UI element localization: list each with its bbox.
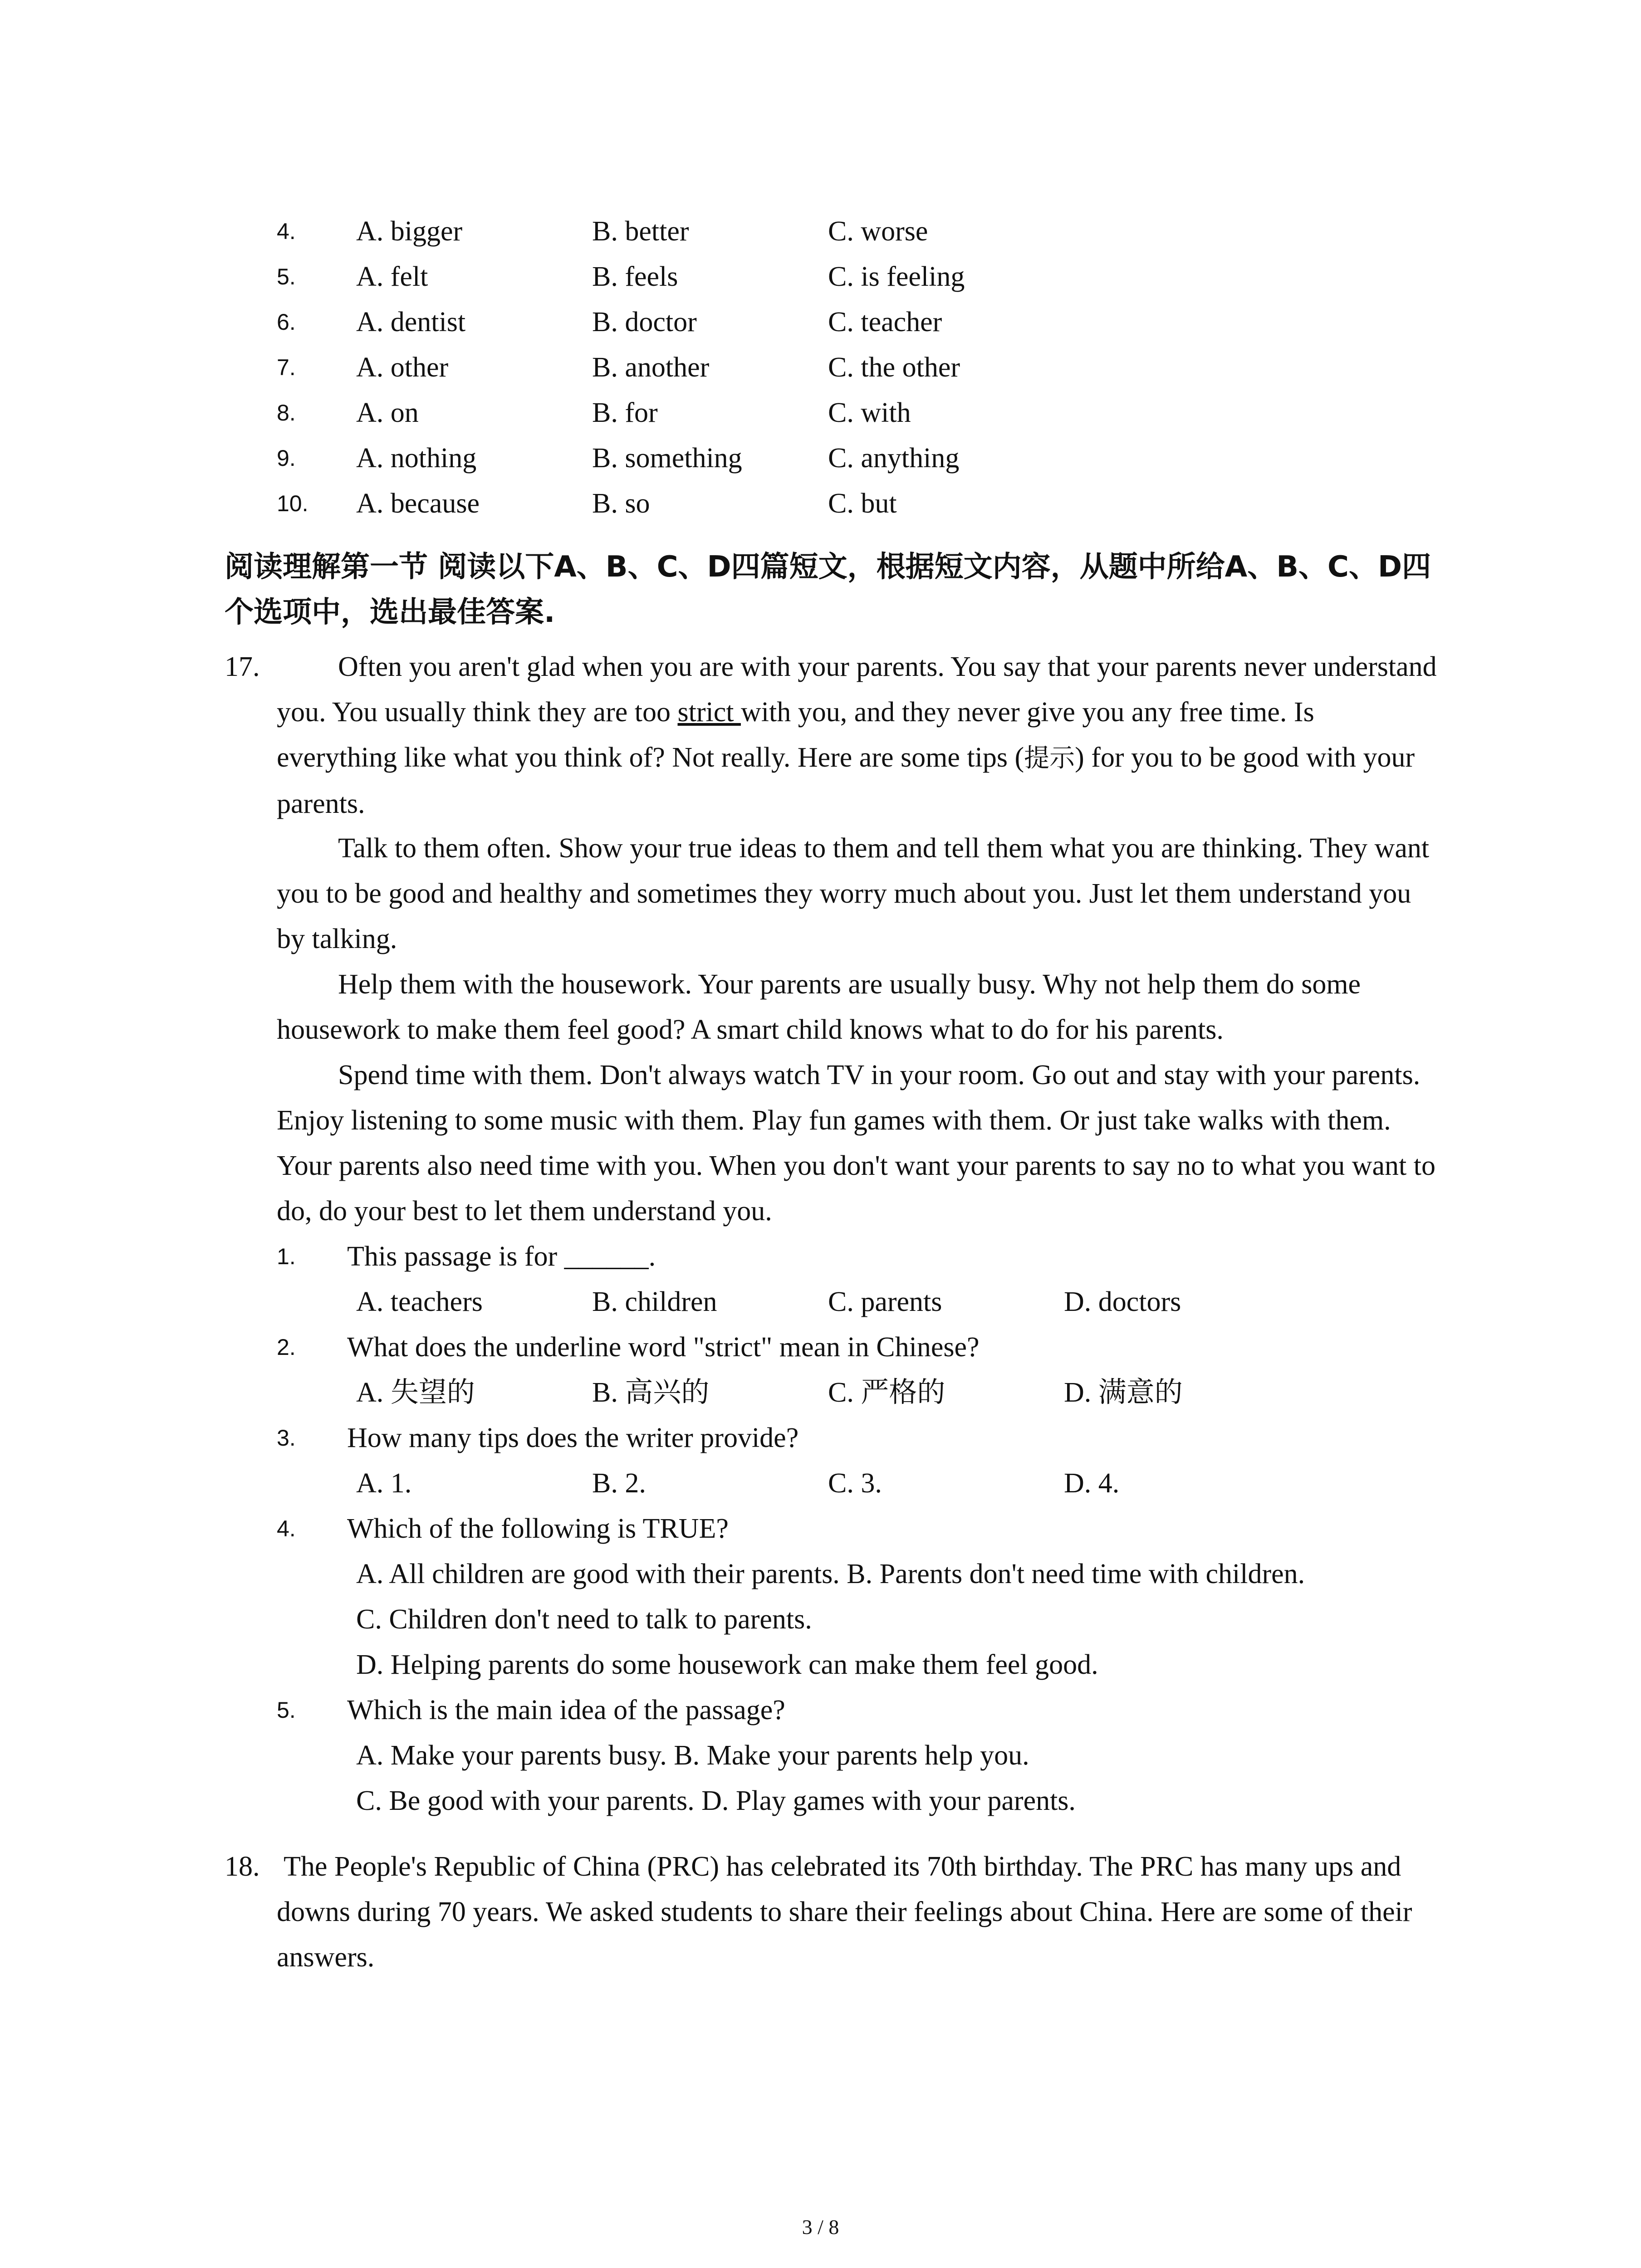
option-b: B. better xyxy=(592,216,689,247)
option-c: C. worse xyxy=(828,216,928,247)
option-c: C. teacher xyxy=(828,307,942,337)
options-row xyxy=(0,1370,1641,1415)
option-c: C. 严格的 xyxy=(828,1377,945,1408)
passage-paragraph-2: Talk to them often. Show your true ideas to them and tell them what you are thinking. They want you to be good and healthy and sometimes they worry much about you. Just let them understand you by talking. xyxy=(277,833,1430,954)
option-b: B. so xyxy=(592,488,650,519)
cloze-option-row xyxy=(0,435,1641,481)
question-number: 8. xyxy=(277,400,296,425)
question-number: 2. xyxy=(277,1334,296,1360)
option-c: C. is feeling xyxy=(828,261,965,292)
passage-paragraph-4: Spend time with them. Don't always watch TV in your room. Go out and stay with your parents. Enjoy listening to some music with them. Play fun games with them. Or just take walks with them. Your parents also need time with you. When you don't want your parents to say no to what you want to do, do your best to let them understand you. xyxy=(277,1060,1435,1227)
cloze-option-row xyxy=(0,345,1641,390)
passage-paragraph-1 xyxy=(277,644,1438,826)
option-d: D. doctors xyxy=(1064,1286,1181,1317)
option-c: C. but xyxy=(828,488,897,519)
cloze-option-row xyxy=(0,254,1641,299)
option-line: C. Children don't need to talk to parents. xyxy=(356,1604,812,1635)
question-row xyxy=(0,1415,1641,1461)
question-row xyxy=(0,1234,1641,1279)
options-row xyxy=(0,1279,1641,1325)
option-b: B. 高兴的 xyxy=(592,1377,710,1408)
option-c: C. the other xyxy=(828,352,960,383)
option-a: A. teachers xyxy=(356,1286,483,1317)
option-d: D. 满意的 xyxy=(1064,1377,1183,1408)
question-row xyxy=(0,1687,1641,1733)
option-a: A. nothing xyxy=(356,443,477,474)
option-b: B. something xyxy=(592,443,742,474)
option-line: A. Make your parents busy. B. Make your parents help you. xyxy=(356,1740,1029,1771)
question-number: 10. xyxy=(277,491,309,516)
passage-paragraph: The People's Republic of China (PRC) has celebrated its 70th birthday. The PRC has many ups and downs during 70 years. We asked students to share their feelings about China. Here are some of their answers. xyxy=(277,1851,1412,1973)
option-c: C. 3. xyxy=(828,1468,882,1499)
question-number: 4. xyxy=(277,219,296,244)
option-a: A. bigger xyxy=(356,216,463,247)
option-line: D. Helping parents do some housework can make them feel good. xyxy=(356,1649,1098,1680)
option-line: C. Be good with your parents. D. Play games with your parents. xyxy=(356,1785,1076,1816)
options-line xyxy=(0,1597,1641,1642)
question-number: 1. xyxy=(277,1244,296,1269)
question-number: 7. xyxy=(277,355,296,380)
option-c: C. with xyxy=(828,397,911,428)
option-b: B. feels xyxy=(592,261,678,292)
question-number: 4. xyxy=(277,1516,296,1541)
question-number: 5. xyxy=(277,264,296,289)
question-text: What does the underline word "strict" mean in Chinese? xyxy=(347,1332,980,1363)
question-row xyxy=(0,1506,1641,1551)
option-b: B. 2. xyxy=(592,1468,646,1499)
options-line xyxy=(0,1642,1641,1687)
option-a: A. 失望的 xyxy=(356,1377,475,1408)
option-b: B. another xyxy=(592,352,710,383)
passage-paragraph-3: Help them with the housework. Your parents are usually busy. Why not help them do some housework to make them feel good? A smart child knows what to do for his parents. xyxy=(277,969,1361,1045)
cloze-option-row xyxy=(0,209,1641,254)
option-a: A. other xyxy=(356,352,449,383)
option-line: A. All children are good with their parents. B. Parents don't need time with children. xyxy=(356,1559,1305,1589)
question-text: Which of the following is TRUE? xyxy=(347,1513,729,1544)
cloze-option-row xyxy=(0,481,1641,526)
option-c: C. parents xyxy=(828,1286,942,1317)
options-line xyxy=(0,1733,1641,1778)
passage-number: 18. xyxy=(225,1851,260,1882)
question-text: Which is the main idea of the passage? xyxy=(347,1695,785,1725)
options-row xyxy=(0,1461,1641,1506)
option-d: D. 4. xyxy=(1064,1468,1120,1499)
page-number: 3 / 8 xyxy=(802,2215,839,2239)
option-a: A. felt xyxy=(356,261,428,292)
question-row xyxy=(0,1325,1641,1370)
passage-number: 17. xyxy=(225,651,260,682)
option-b: B. children xyxy=(592,1286,717,1317)
options-line xyxy=(0,1778,1641,1823)
underlined-word-strict: strict xyxy=(677,697,741,728)
option-a: A. dentist xyxy=(356,307,466,337)
option-b: B. doctor xyxy=(592,307,697,337)
question-number: 6. xyxy=(277,309,296,335)
option-a: A. 1. xyxy=(356,1468,412,1499)
paragraph-text: ) for you to be good with your parents. xyxy=(277,742,1415,819)
option-b: B. for xyxy=(592,397,658,428)
cloze-option-row xyxy=(0,299,1641,345)
cjk-gloss: 提示 xyxy=(1024,743,1075,773)
question-text: How many tips does the writer provide? xyxy=(347,1422,799,1453)
question-number: 3. xyxy=(277,1425,296,1451)
paragraph-text: with you, and they never give you any free time. Is everything like what you think of? Not really. Here are some tips ( xyxy=(277,697,1314,773)
question-number: 9. xyxy=(277,445,296,471)
option-a: A. because xyxy=(356,488,480,519)
cloze-option-row xyxy=(0,390,1641,435)
option-a: A. on xyxy=(356,397,419,428)
section-heading: 阅读理解第一节 阅读以下A、B、C、D四篇短文，根据短文内容，从题中所给A、B、C、D四个选项中，选出最佳答案. xyxy=(225,550,1431,629)
question-text: This passage is for ______. xyxy=(347,1241,656,1272)
question-number: 5. xyxy=(277,1697,296,1723)
options-line xyxy=(0,1551,1641,1597)
option-c: C. anything xyxy=(828,443,960,474)
paragraph-text: Often you aren't glad when you are with your parents. You say that your parents never understand you. You usually think they are too xyxy=(277,651,1437,728)
